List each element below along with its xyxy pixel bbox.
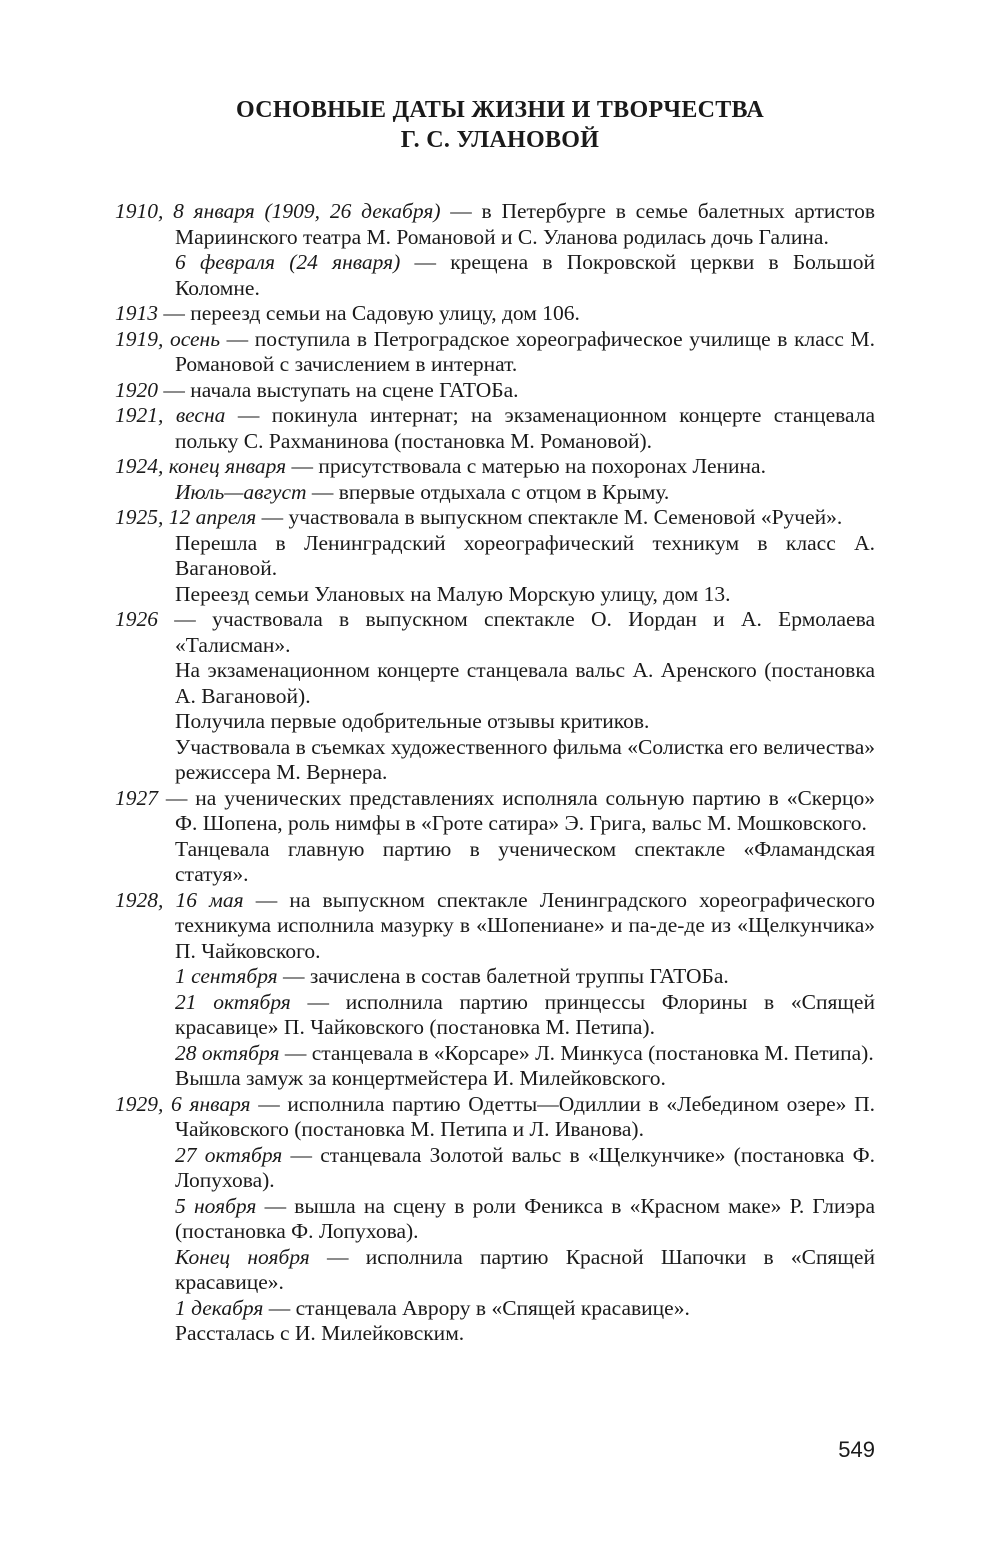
page-number: 549 bbox=[838, 1437, 875, 1462]
chronology-sub-entry bbox=[115, 250, 875, 301]
entry-date: 1929, 6 января bbox=[115, 1091, 251, 1116]
sub-entry-text: — зачислена в состав балетной труппы ГАТОБа. bbox=[277, 964, 729, 988]
chronology-entry bbox=[115, 403, 875, 454]
title-line-2: Г. С. УЛАНОВОЙ bbox=[400, 127, 600, 153]
sub-entry-date: 5 ноября bbox=[175, 1193, 257, 1218]
chronology-sub-entry bbox=[115, 1321, 875, 1347]
sub-entry-date: 1 сентября bbox=[175, 964, 278, 988]
chronology-sub-entry bbox=[115, 1066, 875, 1092]
sub-entry-text: Танцевала главную партию в ученическом спектакле «Фламандская статуя». bbox=[175, 836, 875, 886]
entry-date: 1926 bbox=[115, 607, 158, 631]
entry-date: 1924, конец января bbox=[115, 454, 287, 478]
chronology-sub-entry bbox=[115, 990, 875, 1041]
sub-entry-text: Получила первые одобрительные отзывы критиков. bbox=[175, 709, 650, 733]
chronology-list bbox=[115, 199, 875, 1347]
chronology-entry bbox=[115, 1092, 875, 1143]
chronology-entry bbox=[115, 301, 875, 327]
chronology-sub-entry bbox=[115, 964, 875, 990]
entry-text: — исполнила партию Одетты—Одиллии в «Лебедином озере» П. Чайковского (постановка М. Петипа и Л. Иванова). bbox=[175, 1091, 875, 1141]
chronology-sub-entry bbox=[115, 709, 875, 735]
chronology-entry bbox=[115, 888, 875, 965]
sub-entry-date: 6 февраля (24 января) bbox=[175, 250, 401, 274]
chronology-sub-entry bbox=[115, 1041, 875, 1067]
sub-entry-date: Июль—август bbox=[175, 479, 307, 504]
sub-entry-text: — исполнила партию Красной Шапочки в «Спящей красавице». bbox=[175, 1244, 875, 1294]
entry-text: — поступила в Петроградское хореографическое училище в класс М. Романовой с зачислением в интернат. bbox=[175, 326, 875, 376]
entry-date: 1910, 8 января (1909, 26 декабря) bbox=[115, 199, 441, 223]
sub-entry-text: Перешла в Ленинградский хореографический техникум в класс А. Вагановой. bbox=[175, 530, 875, 580]
sub-entry-text: Рассталась с И. Милейковским. bbox=[175, 1321, 465, 1345]
sub-entry-date: 1 декабря bbox=[175, 1295, 264, 1320]
entry-date: 1927 bbox=[115, 785, 158, 810]
chronology-sub-entry bbox=[115, 531, 875, 582]
sub-entry-text: — крещена в Покровской церкви в Большой Коломне. bbox=[175, 250, 875, 300]
sub-entry-text: — станцевала Аврору в «Спящей красавице». bbox=[263, 1295, 690, 1320]
chronology-sub-entry bbox=[115, 1296, 875, 1322]
chronology-sub-entry bbox=[115, 1143, 875, 1194]
entry-text: — начала выступать на сцене ГАТОБа. bbox=[158, 377, 519, 402]
sub-entry-text: — впервые отдыхала с отцом в Крыму. bbox=[306, 479, 670, 504]
sub-entry-text: Переезд семьи Улановых на Малую Морскую улицу, дом 13. bbox=[175, 581, 731, 606]
sub-entry-text: На экзаменационном концерте станцевала вальс А. Аренского (постановка А. Вагановой). bbox=[175, 658, 875, 708]
entry-date: 1921, весна bbox=[115, 403, 226, 427]
chronology-sub-entry bbox=[115, 658, 875, 709]
entry-text: — участвовала в выпускном спектакле О. Иордан и А. Ермолаева «Талисман». bbox=[158, 607, 875, 657]
sub-entry-text: Участвовала в съемках художественного фильма «Солистка его величества» режиссера М. Вернера. bbox=[175, 734, 875, 784]
entry-date: 1928, 16 мая bbox=[115, 887, 244, 912]
chronology-sub-entry bbox=[115, 480, 875, 506]
entry-text: — присутствовала с матерью на похоронах Ленина. bbox=[286, 454, 766, 478]
entry-text: — на выпускном спектакле Ленинградского хореографического техникума исполнила мазурку в «Шопениане» и па-де-де из «Щелкунчика» П. Чайковского. bbox=[175, 887, 875, 963]
chronology-entry bbox=[115, 786, 875, 837]
title-line-1: ОСНОВНЫЕ ДАТЫ ЖИЗНИ И ТВОРЧЕСТВА bbox=[236, 97, 764, 123]
entry-text: — покинула интернат; на экзаменационном концерте станцевала польку С. Рахманинова (постановка М. Романовой). bbox=[175, 403, 875, 453]
sub-entry-text: — станцевала в «Корсаре» Л. Минкуса (постановка М. Петипа). bbox=[279, 1040, 874, 1065]
entry-date: 1925, 12 апреля bbox=[115, 505, 257, 529]
chronology-sub-entry bbox=[115, 1245, 875, 1296]
entry-text: — в Петербурге в семье балетных артистов Мариинского театра М. Романовой и С. Уланова родилась дочь Галина. bbox=[175, 199, 875, 249]
entry-date: 1919, осень bbox=[115, 326, 221, 351]
sub-entry-text: — станцевала Золотой вальс в «Щелкунчике» (постановка Ф. Лопухова). bbox=[175, 1142, 875, 1192]
entry-text: — переезд семьи на Садовую улицу, дом 106. bbox=[158, 301, 580, 325]
entry-date: 1913 bbox=[115, 301, 158, 325]
chronology-entry bbox=[115, 454, 875, 480]
page-title bbox=[0, 95, 1000, 155]
chronology-entry bbox=[115, 378, 875, 404]
sub-entry-date: 21 октября bbox=[175, 989, 291, 1014]
entry-text: — на ученических представлениях исполняла сольную партию в «Скерцо» Ф. Шопена, роль нимфы в «Гроте сатира» Э. Грига, вальс М. Мошковского. bbox=[158, 785, 875, 835]
entry-text: — участвовала в выпускном спектакле М. Семеновой «Ручей». bbox=[256, 505, 843, 529]
entry-date: 1920 bbox=[115, 377, 158, 402]
sub-entry-date: 28 октября bbox=[175, 1040, 280, 1065]
chronology-entry bbox=[115, 505, 875, 531]
chronology-entry bbox=[115, 327, 875, 378]
sub-entry-text: — вышла на сцену в роли Феникса в «Красном маке» Р. Глиэра (постановка Ф. Лопухова). bbox=[175, 1193, 875, 1243]
sub-entry-date: Конец ноября bbox=[175, 1244, 310, 1269]
sub-entry-text: Вышла замуж за концертмейстера И. Милейковского. bbox=[175, 1066, 666, 1090]
sub-entry-date: 27 октября bbox=[175, 1142, 283, 1167]
chronology-sub-entry bbox=[115, 1194, 875, 1245]
chronology-entry bbox=[115, 199, 875, 250]
sub-entry-text: — исполнила партию принцессы Флорины в «Спящей красавице» П. Чайковского (постановка М. Петипа). bbox=[175, 989, 875, 1039]
chronology-sub-entry bbox=[115, 735, 875, 786]
chronology-entry bbox=[115, 607, 875, 658]
chronology-sub-entry bbox=[115, 582, 875, 608]
chronology-sub-entry bbox=[115, 837, 875, 888]
